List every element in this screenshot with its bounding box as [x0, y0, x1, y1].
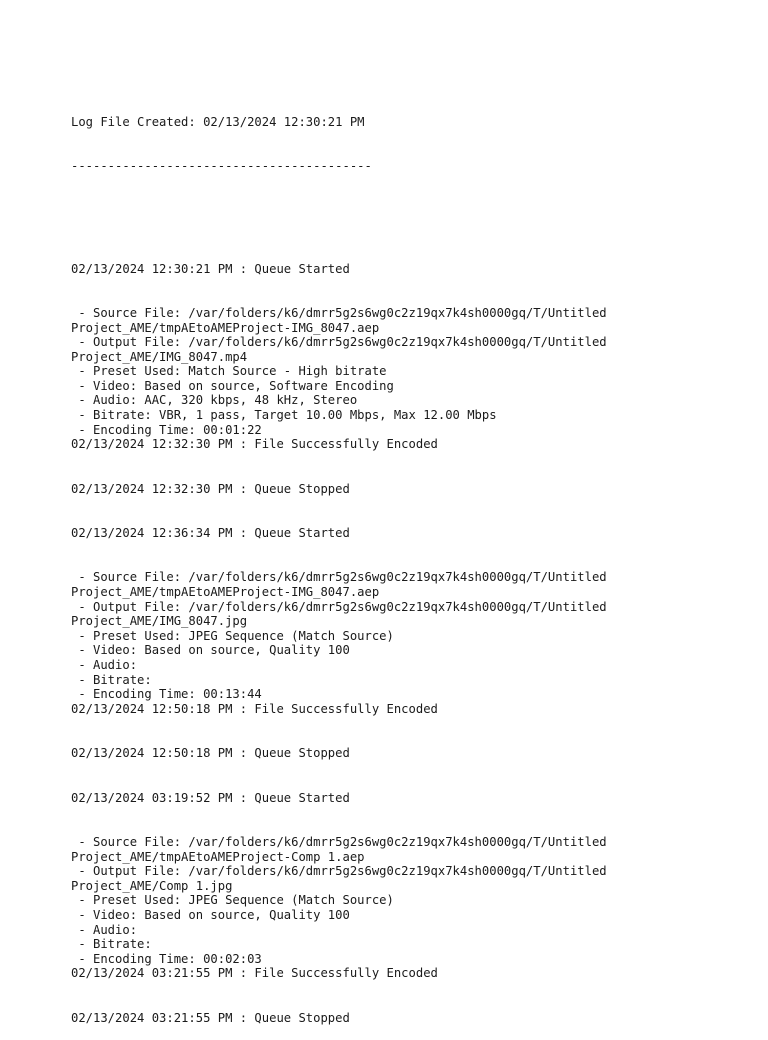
encode-detail-line: - Bitrate: — [71, 672, 152, 687]
queue-started-line: 02/13/2024 12:36:34 PM : Queue Started — [71, 526, 350, 541]
queue-started-line: 02/13/2024 03:19:52 PM : Queue Started — [71, 790, 350, 805]
encode-detail-line: - Source File: /var/folders/k6/dmrr5g2s6wg0c2z19qx7k4sh0000gq/T/Untitled — [71, 834, 607, 849]
queue-stopped-block — [71, 1011, 751, 1026]
encode-details — [71, 835, 751, 981]
encode-detail-line: - Source File: /var/folders/k6/dmrr5g2s6wg0c2z19qx7k4sh0000gq/T/Untitled — [71, 305, 607, 320]
encode-detail-line: Project_AME/tmpAEtoAMEProject-IMG_8047.aep — [71, 320, 380, 335]
queue-stopped-block — [71, 746, 751, 761]
log-divider: ----------------------------------------- — [71, 158, 372, 173]
encode-result-line: 02/13/2024 03:21:55 PM : File Successfully Encoded — [71, 966, 438, 981]
encode-detail-line: Project_AME/tmpAEtoAMEProject-Comp 1.aep — [71, 849, 365, 864]
encode-detail-line: Project_AME/IMG_8047.jpg — [71, 614, 248, 629]
encode-detail-line: Project_AME/tmpAEtoAMEProject-IMG_8047.aep — [71, 585, 380, 600]
encode-detail-line: - Encoding Time: 00:01:22 — [71, 422, 262, 437]
encode-result-line: 02/13/2024 12:50:18 PM : File Successfully Encoded — [71, 701, 438, 716]
encode-detail-line: - Audio: — [71, 658, 138, 672]
log-entry — [71, 262, 751, 497]
encode-detail-line: - Output File: /var/folders/k6/dmrr5g2s6wg0c2z19qx7k4sh0000gq/T/Untitled — [71, 599, 607, 614]
encode-detail-line: - Video: Based on source, Quality 100 — [71, 907, 350, 922]
encode-details — [71, 570, 751, 716]
encode-detail-line: - Preset Used: JPEG Sequence (Match Source) — [71, 893, 394, 908]
encode-detail-line: - Preset Used: JPEG Sequence (Match Source) — [71, 628, 394, 643]
encode-detail-line: - Audio: AAC, 320 kbps, 48 kHz, Stereo — [71, 393, 358, 408]
encode-detail-line: - Video: Based on source, Quality 100 — [71, 643, 350, 658]
queue-stopped-line: 02/13/2024 03:21:55 PM : Queue Stopped — [71, 1010, 350, 1025]
encode-detail-line: - Bitrate: — [71, 937, 152, 952]
encode-detail-line: - Source File: /var/folders/k6/dmrr5g2s6wg0c2z19qx7k4sh0000gq/T/Untitled — [71, 570, 607, 585]
encode-detail-line: - Preset Used: Match Source - High bitrate — [71, 364, 387, 379]
encode-detail-line: - Audio: — [71, 922, 138, 937]
encode-detail-line: - Encoding Time: 00:13:44 — [71, 687, 262, 702]
log-entry — [71, 791, 751, 1026]
queue-started-line: 02/13/2024 12:30:21 PM : Queue Started — [71, 261, 350, 276]
encode-detail-line: - Output File: /var/folders/k6/dmrr5g2s6wg0c2z19qx7k4sh0000gq/T/Untitled — [71, 335, 607, 350]
queue-stopped-line: 02/13/2024 12:32:30 PM : Queue Stopped — [71, 481, 350, 496]
encode-details — [71, 306, 751, 452]
log-entries — [71, 262, 751, 1026]
encode-detail-line: - Encoding Time: 00:02:03 — [71, 951, 262, 966]
encode-detail-line: Project_AME/Comp 1.jpg — [71, 878, 233, 893]
encode-result-line: 02/13/2024 12:32:30 PM : File Successfully Encoded — [71, 437, 438, 452]
encode-detail-line: - Video: Based on source, Software Encoding — [71, 378, 394, 393]
log-entry — [71, 526, 751, 761]
encode-detail-line: Project_AME/IMG_8047.mp4 — [71, 349, 248, 364]
log-document — [71, 86, 751, 1040]
encode-detail-line: - Bitrate: VBR, 1 pass, Target 10.00 Mbps, Max 12.00 Mbps — [71, 408, 497, 423]
log-created-line: Log File Created: 02/13/2024 12:30:21 PM — [71, 115, 365, 130]
queue-stopped-block — [71, 482, 751, 497]
queue-stopped-line: 02/13/2024 12:50:18 PM : Queue Stopped — [71, 746, 350, 761]
encode-detail-line: - Output File: /var/folders/k6/dmrr5g2s6wg0c2z19qx7k4sh0000gq/T/Untitled — [71, 864, 607, 879]
